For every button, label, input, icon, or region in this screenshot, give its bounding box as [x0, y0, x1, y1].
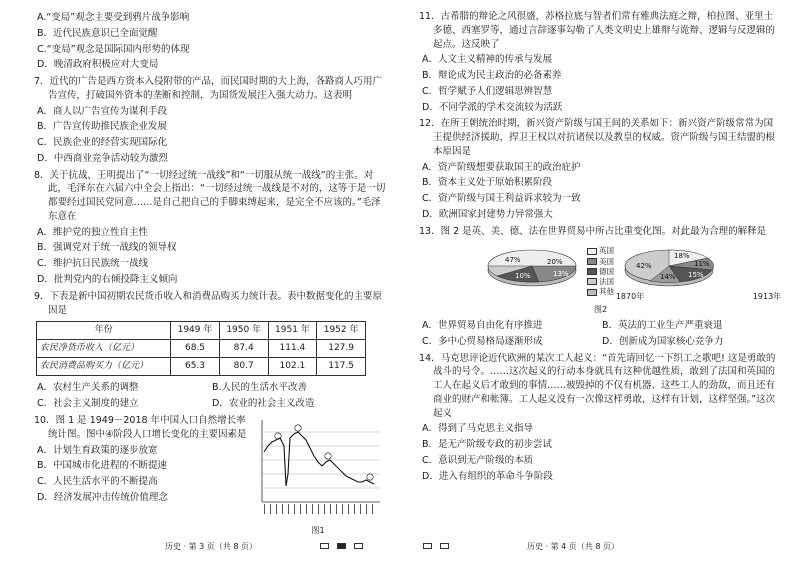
q9-stem: 9．下表是新中国初期农民货币收入和消费品购买力统计表。表中数据变化的主要原因是 [34, 290, 383, 316]
table-row [37, 340, 366, 358]
q14-option-d[interactable]: D．进入有组织的革命斗争阶段 [422, 470, 553, 482]
q9-option-c[interactable]: C．社会主义制度的建立 [37, 398, 139, 410]
q14-option-c[interactable]: C．意识到无产阶级的本质 [422, 454, 534, 466]
slice-label: 13% [553, 270, 569, 279]
question-7 [34, 75, 387, 166]
slice-label: 14% [660, 273, 676, 282]
table-header-cell: 1951 年 [268, 322, 317, 340]
q12-option-c[interactable]: C．资产阶级与国王利益诉求较为一致 [422, 193, 581, 205]
registration-mark [423, 543, 432, 549]
q8-option-c[interactable]: C．维护抗日民族统一战线 [37, 258, 149, 270]
question-11 [419, 10, 782, 114]
table-cell: 117.5 [317, 358, 366, 376]
legend-label: 美国 [599, 256, 614, 266]
question-14 [419, 352, 782, 484]
q6-option-d[interactable]: D．晚清政府积极应对大变局 [37, 59, 159, 71]
page-footer [0, 541, 397, 555]
stage-marker [295, 425, 301, 431]
q8-stem: 8．关于抗战，王明提出了“一切经过统一战线”和“一切服从统一战线”的主张。对此，毛泽东在六届六中全会上指出：“一切经过统一战线是不对的，这等于是一切都要经过国民党同意……是自己把自己的手脚束缚起来，是完全不应该的。”毛泽东意在 [34, 169, 386, 222]
q11-option-a[interactable]: A．人文主义精神的传承与发展 [422, 54, 552, 66]
q10-option-d[interactable]: D．经济发展冲击传统价值理念 [37, 491, 168, 503]
q13-options-row-2 [419, 335, 782, 349]
q13-option-c[interactable]: C．多中心贸易格局逐渐形成 [422, 335, 543, 347]
q12-option-a[interactable]: A．资产阶级想要获取国王的政治庇护 [422, 161, 581, 173]
q14-option-b[interactable]: B．是无产阶级专政的初步尝试 [422, 439, 553, 451]
q13-stem: 13．图 2 是英、美、德、法在世界贸易中所占比重变化图。对此最为合理的解释是 [419, 225, 767, 237]
legend-swatch [587, 278, 597, 285]
q9-option-b[interactable]: B.人民的生活水平改善 [212, 382, 308, 394]
table-cell: 65.3 [171, 358, 220, 376]
q7-option-c[interactable]: C．民族企业的经营实现国际化 [37, 137, 168, 149]
slice-label: 11% [694, 260, 710, 269]
page-number: 历史 · 第 3 页（共 8 页） [165, 542, 257, 551]
q12-option-d[interactable]: D．欧洲国家封建势力异常强大 [422, 208, 553, 220]
legend-swatch [587, 248, 597, 255]
registration-marks [320, 543, 363, 549]
table-header-cell: 1949 年 [171, 322, 220, 340]
q7-stem: 7．近代的广告是西方资本入侵附带的产品，而民国时期的大上海，各路商人巧用广告宣传，打破国外资本的垄断和控制，为国货发展注入强大动力。这表明 [34, 76, 383, 101]
page-footer [397, 541, 794, 555]
q13-option-b[interactable]: B．英法的工业生产严重衰退 [602, 320, 723, 332]
q9-options-row-2 [34, 397, 387, 411]
question-10 [34, 414, 387, 535]
q8-option-d[interactable]: D．批判党内的右倾投降主义倾向 [37, 274, 178, 286]
page-number: 历史 · 第 4 页（共 8 页） [527, 542, 619, 551]
figure-1-caption: 图1 [311, 525, 325, 535]
table-cell: 68.5 [171, 340, 220, 358]
figure-1-svg [252, 416, 384, 526]
q7-option-b[interactable]: B．广告宣传助推民族企业发展 [37, 121, 168, 133]
legend-label: 英国 [599, 246, 614, 256]
year-label: 1870年 [615, 291, 645, 301]
table-header-cell: 1952 年 [317, 322, 366, 340]
legend-item [587, 277, 614, 287]
table-cell: 127.9 [317, 340, 366, 358]
slice-label: 18% [674, 252, 690, 261]
legend-swatch [587, 258, 597, 265]
q9-statistics-table [36, 321, 366, 376]
legend-item [587, 246, 614, 256]
table-header-cell: 年份 [37, 322, 171, 340]
registration-mark [440, 543, 449, 549]
slice-label: 10% [515, 272, 531, 281]
legend-item [587, 257, 614, 267]
q6-option-a[interactable]: A.“变局”观念主要受到鸦片战争影响 [37, 12, 190, 23]
q13-option-d[interactable]: D．创新成为国家核心竞争力 [602, 335, 724, 347]
table-cell: 102.1 [268, 358, 317, 376]
legend-item [587, 267, 614, 277]
table-header-cell: 1950 年 [219, 322, 268, 340]
figure-2-legend [587, 246, 614, 297]
table-header-row [37, 322, 366, 340]
year-label: 1913年 [752, 291, 782, 301]
registration-mark [354, 543, 363, 549]
question-12 [419, 117, 782, 221]
slice-label: 15% [688, 271, 704, 280]
q8-option-a[interactable]: A．维护党的独立性自主性 [37, 226, 148, 238]
q6-option-c[interactable]: C.“变局”观念是国际国内形势的体现 [37, 43, 190, 55]
q11-option-d[interactable]: D．不同学派的学术交流较为活跃 [422, 101, 563, 113]
legend-label: 德国 [599, 266, 614, 276]
q9-option-a[interactable]: A．农村生产关系的调整 [37, 382, 139, 394]
legend-label: 法国 [599, 276, 614, 286]
question-13 [419, 225, 782, 349]
legend-swatch [587, 268, 597, 275]
figure-2-trade-share-chart [419, 244, 782, 302]
q13-options-row-1 [419, 319, 782, 333]
question-9 [34, 290, 387, 411]
table-cell: 80.7 [219, 358, 268, 376]
page-4 [397, 0, 794, 561]
q10-stem: 10．图 1 是 1949－2018 年中国人口自然增长率统计图。图中④阶段人口增长变化的主要因素是 [34, 414, 247, 440]
legend-label: 其他 [599, 286, 614, 296]
q13-option-a[interactable]: A．世界贸易自由化有序推进 [422, 320, 543, 332]
q10-option-a[interactable]: A．计划生育政策的逐步放宽 [37, 444, 158, 456]
registration-mark [337, 543, 346, 549]
q11-option-b[interactable]: B．辩论成为民主政治的必备素养 [422, 70, 562, 82]
stage-marker [275, 433, 281, 439]
figure-2-caption: 图2 [593, 305, 608, 315]
q11-stem: 11．古希腊的辩论之风很盛，苏格拉底与智者们常有雅典法庭之辩，柏拉图、亚里士多德、西塞罗等，通过言辞逐事勾勒了人类文明史上雄辩与诡辩、逻辑与反逻辑的起点。这反映了 [419, 11, 776, 50]
q7-option-d[interactable]: D．中西商业竞争活动较为激烈 [37, 152, 168, 164]
pie-1913 [620, 244, 782, 301]
pie-1913-svg [620, 244, 718, 292]
q6-option-b[interactable]: B．近代民族意识已全面觉醒 [37, 27, 158, 39]
stage-marker [325, 453, 331, 459]
pie-1870-svg [483, 244, 581, 292]
q8-option-b[interactable]: B．强调党对于统一战线的领导权 [37, 242, 177, 254]
slice-label: 20% [547, 258, 563, 267]
growth-rate-line [264, 432, 374, 486]
registration-marks [423, 543, 449, 549]
q10-option-b[interactable]: B．中国城市化进程的不断提速 [37, 460, 168, 472]
registration-mark [320, 543, 329, 549]
table-cell: 111.4 [268, 340, 317, 358]
q14-option-a[interactable]: A．得到了马克思主义指导 [422, 423, 533, 435]
q12-option-b[interactable]: B．资本主义处于原始积累阶段 [422, 177, 553, 189]
table-row [37, 358, 366, 376]
table-row-label: 农民消费品购买力（亿元） [37, 358, 171, 376]
figure-1-population-growth-chart [252, 416, 384, 535]
q9-option-d[interactable]: D．农业的社会主义改造 [212, 398, 315, 410]
slice-label: 47% [505, 256, 521, 265]
table-cell: 87.4 [219, 340, 268, 358]
q10-text [34, 414, 254, 507]
slice-label: 42% [636, 262, 652, 271]
gridlines [262, 432, 380, 488]
q9-options-row-1 [34, 381, 387, 395]
question-6-options [34, 11, 387, 72]
q10-option-c[interactable]: C．人民生活水平的不断提高 [37, 476, 158, 488]
table-row-label: 农民净货币收入（亿元） [37, 340, 171, 358]
q14-stem: 14．马克思评论近代欧洲的某次工人起义：“首先请回忆一下织工之歌吧! 这是勇敢的战斗的号令。……这次起义的行动本身就具有这种优越性质，敢到了法国和英国的工人在起义后才敢到的事情……被毁掉的不仅有机器、这些工人的劲敌，而且还有商业的财产和帐簿。工人起义没有一次像这样勇敢，这样有计划，这样坚强。”这次起义 [419, 352, 776, 419]
question-8 [34, 169, 387, 287]
x-tick-marks [264, 504, 373, 514]
q11-option-c[interactable]: C．哲学赋予人们逻辑思辨智慧 [422, 85, 553, 97]
q7-option-a[interactable]: A．商人以广告宣传为谋利手段 [37, 105, 167, 117]
stage-marker [367, 474, 373, 480]
q12-stem: 12．在所王朝统治时期，新兴资产阶级与国王间的关系如下：新兴资产阶级常常为国王提供经济援助，捍卫王权以对抗诸侯以及教皇的权威。资产阶级与国王结盟的根本原因是 [419, 118, 776, 157]
